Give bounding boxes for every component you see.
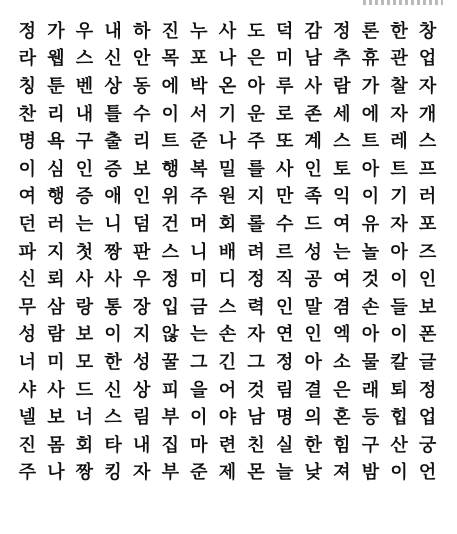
letter-cell: 력 [247, 296, 265, 318]
letter-cell: 한 [104, 351, 122, 373]
letter-cell: 르 [275, 241, 294, 263]
letter-cell: 아 [247, 75, 265, 97]
word-search-grid [13, 18, 445, 487]
letter-cell: 지 [47, 241, 65, 263]
letter-cell: 이 [104, 324, 122, 346]
letter-cell: 이 [161, 103, 179, 125]
letter-cell: 는 [333, 241, 351, 263]
letter-cell: 혼 [333, 407, 351, 429]
letter-cell: 칼 [390, 351, 408, 373]
letter-cell: 손 [361, 296, 380, 318]
letter-cell: 만 [275, 186, 294, 208]
letter-cell: 원 [218, 186, 237, 208]
letter-cell: 트 [161, 131, 179, 153]
letter-cell: 보 [75, 324, 94, 346]
letter-cell: 어 [218, 379, 237, 401]
letter-cell: 신 [104, 379, 122, 401]
letter-cell: 사 [47, 379, 65, 401]
letter-cell: 준 [190, 131, 208, 153]
letter-cell: 결 [304, 379, 322, 401]
letter-cell: 계 [304, 131, 322, 153]
letter-cell: 정 [418, 379, 437, 401]
letter-cell: 스 [104, 407, 122, 429]
letter-cell: 마 [190, 434, 208, 456]
letter-cell: 힙 [390, 407, 408, 429]
letter-cell: 친 [247, 434, 265, 456]
letter-cell: 려 [247, 241, 265, 263]
letter-cell: 명 [275, 407, 294, 429]
letter-cell: 수 [275, 213, 294, 235]
letter-cell: 신 [104, 48, 122, 70]
letter-cell: 장 [132, 296, 151, 318]
letter-cell: 니 [104, 213, 122, 235]
letter-cell: 복 [190, 158, 208, 180]
letter-cell: 모 [75, 351, 94, 373]
letter-cell: 궁 [418, 434, 437, 456]
letter-cell: 주 [18, 462, 36, 484]
letter-cell: 아 [361, 158, 380, 180]
letter-cell: 정 [333, 20, 351, 42]
letter-cell: 던 [18, 213, 36, 235]
letter-cell: 한 [390, 20, 408, 42]
letter-cell: 성 [304, 241, 322, 263]
letter-cell: 집 [161, 434, 179, 456]
letter-cell: 행 [161, 158, 179, 180]
letter-cell: 로 [275, 103, 294, 125]
top-edge-strip [0, 0, 457, 7]
letter-cell: 금 [190, 296, 208, 318]
letter-cell: 물 [361, 351, 380, 373]
letter-cell: 세 [333, 103, 351, 125]
letter-cell: 내 [75, 103, 94, 125]
letter-cell: 연 [275, 324, 294, 346]
letter-cell: 직 [275, 269, 294, 291]
letter-cell: 증 [104, 158, 122, 180]
letter-cell: 론 [361, 20, 380, 42]
letter-cell: 구 [75, 131, 94, 153]
letter-cell: 칭 [18, 75, 36, 97]
letter-cell: 관 [390, 48, 408, 70]
letter-cell: 회 [218, 213, 237, 235]
letter-cell: 애 [104, 186, 122, 208]
letter-cell: 손 [218, 324, 237, 346]
letter-cell: 이 [361, 186, 380, 208]
letter-cell: 준 [190, 462, 208, 484]
letter-cell: 리 [47, 103, 65, 125]
letter-cell: 여 [333, 269, 351, 291]
letter-cell: 것 [361, 269, 380, 291]
letter-cell: 의 [304, 407, 322, 429]
letter-cell: 루 [275, 75, 294, 97]
letter-cell: 그 [247, 351, 265, 373]
letter-cell: 벤 [75, 75, 94, 97]
letter-cell: 랑 [75, 296, 94, 318]
letter-cell: 킹 [104, 462, 122, 484]
status-bar-remnant [363, 0, 443, 5]
letter-cell: 인 [275, 296, 294, 318]
letter-cell: 주 [247, 131, 265, 153]
letter-cell: 몬 [247, 462, 265, 484]
letter-cell: 트 [390, 158, 408, 180]
letter-cell: 포 [418, 213, 437, 235]
letter-cell: 프 [418, 158, 437, 180]
letter-cell: 사 [275, 158, 294, 180]
letter-cell: 야 [218, 407, 237, 429]
letter-cell: 인 [304, 324, 322, 346]
letter-cell: 밀 [218, 158, 237, 180]
letter-cell: 람 [47, 324, 65, 346]
letter-cell: 아 [390, 241, 408, 263]
letter-cell: 실 [275, 434, 294, 456]
letter-cell: 놀 [361, 241, 380, 263]
letter-cell: 밤 [361, 462, 380, 484]
letter-cell: 운 [247, 103, 265, 125]
letter-cell: 사 [218, 20, 237, 42]
letter-cell: 러 [418, 186, 437, 208]
letter-cell: 입 [161, 296, 179, 318]
letter-cell: 림 [132, 407, 151, 429]
letter-cell: 남 [247, 407, 265, 429]
letter-cell: 스 [75, 48, 94, 70]
letter-cell: 그 [190, 351, 208, 373]
letter-cell: 기 [390, 186, 408, 208]
letter-cell: 사 [304, 75, 322, 97]
letter-cell: 머 [190, 213, 208, 235]
letter-cell: 파 [18, 241, 36, 263]
letter-cell: 찬 [18, 103, 36, 125]
letter-cell: 를 [247, 158, 265, 180]
letter-cell: 신 [18, 269, 36, 291]
letter-cell: 진 [18, 434, 36, 456]
letter-cell: 긴 [218, 351, 237, 373]
letter-cell: 가 [47, 20, 65, 42]
letter-cell: 엑 [333, 324, 351, 346]
letter-cell: 수 [132, 103, 151, 125]
letter-cell: 족 [304, 186, 322, 208]
letter-cell: 우 [132, 269, 151, 291]
letter-cell: 통 [104, 296, 122, 318]
letter-cell: 몸 [47, 434, 65, 456]
letter-cell: 않 [161, 324, 179, 346]
letter-cell: 미 [190, 269, 208, 291]
letter-cell: 우 [75, 20, 94, 42]
letter-cell: 힘 [333, 434, 351, 456]
letter-cell: 안 [132, 48, 151, 70]
letter-cell: 말 [304, 296, 322, 318]
letter-cell: 업 [418, 48, 437, 70]
letter-cell: 래 [361, 379, 380, 401]
letter-cell: 뢰 [47, 269, 65, 291]
letter-cell: 늘 [275, 462, 294, 484]
letter-cell: 는 [75, 213, 94, 235]
letter-cell: 도 [247, 20, 265, 42]
letter-cell: 을 [190, 379, 208, 401]
letter-cell: 은 [247, 48, 265, 70]
letter-cell: 련 [218, 434, 237, 456]
letter-cell: 는 [190, 324, 208, 346]
letter-cell: 스 [218, 296, 237, 318]
letter-cell: 리 [132, 131, 151, 153]
letter-cell: 틀 [104, 103, 122, 125]
letter-cell: 보 [132, 158, 151, 180]
letter-cell: 행 [47, 186, 65, 208]
letter-cell: 레 [390, 131, 408, 153]
letter-cell: 퇴 [390, 379, 408, 401]
letter-cell: 자 [390, 103, 408, 125]
letter-cell: 덤 [132, 213, 151, 235]
letter-cell: 증 [75, 186, 94, 208]
letter-cell: 디 [218, 269, 237, 291]
letter-cell: 이 [190, 407, 208, 429]
letter-cell: 에 [161, 75, 179, 97]
letter-cell: 툰 [47, 75, 65, 97]
letter-cell: 명 [18, 131, 36, 153]
letter-cell: 인 [418, 269, 437, 291]
letter-cell: 위 [161, 186, 179, 208]
letter-cell: 이 [390, 324, 408, 346]
letter-cell: 감 [304, 20, 322, 42]
letter-cell: 성 [18, 324, 36, 346]
letter-cell: 진 [161, 20, 179, 42]
letter-cell: 스 [333, 131, 351, 153]
letter-cell: 인 [304, 158, 322, 180]
letter-cell: 창 [418, 20, 437, 42]
letter-cell: 등 [361, 407, 380, 429]
letter-cell: 미 [275, 48, 294, 70]
letter-cell: 나 [47, 462, 65, 484]
letter-cell: 인 [75, 158, 94, 180]
letter-cell: 하 [132, 20, 151, 42]
letter-cell: 토 [333, 158, 351, 180]
letter-cell: 여 [333, 213, 351, 235]
letter-cell: 구 [361, 434, 380, 456]
letter-cell: 덕 [275, 20, 294, 42]
letter-cell: 러 [47, 213, 65, 235]
letter-cell: 샤 [18, 379, 36, 401]
letter-cell: 내 [104, 20, 122, 42]
letter-cell: 부 [161, 462, 179, 484]
letter-cell: 글 [418, 351, 437, 373]
letter-cell: 정 [18, 20, 36, 42]
letter-cell: 제 [218, 462, 237, 484]
letter-cell: 추 [333, 48, 351, 70]
letter-cell: 소 [333, 351, 351, 373]
letter-cell: 스 [161, 241, 179, 263]
letter-cell: 사 [75, 269, 94, 291]
letter-cell: 낮 [304, 462, 322, 484]
letter-cell: 너 [75, 407, 94, 429]
letter-cell: 포 [190, 48, 208, 70]
letter-cell: 산 [390, 434, 408, 456]
letter-cell: 짱 [75, 462, 94, 484]
letter-cell: 트 [361, 131, 380, 153]
letter-cell: 아 [304, 351, 322, 373]
letter-cell: 건 [161, 213, 179, 235]
letter-cell: 지 [247, 186, 265, 208]
letter-cell: 상 [104, 75, 122, 97]
letter-cell: 남 [304, 48, 322, 70]
letter-cell: 존 [304, 103, 322, 125]
letter-cell: 심 [47, 158, 65, 180]
letter-cell: 자 [418, 75, 437, 97]
letter-cell: 드 [304, 213, 322, 235]
letter-cell: 온 [218, 75, 237, 97]
letter-cell: 피 [161, 379, 179, 401]
letter-cell: 보 [47, 407, 65, 429]
letter-cell: 에 [361, 103, 380, 125]
letter-cell: 너 [18, 351, 36, 373]
letter-cell: 아 [361, 324, 380, 346]
letter-cell: 보 [418, 296, 437, 318]
letter-cell: 타 [104, 434, 122, 456]
letter-cell: 져 [333, 462, 351, 484]
letter-cell: 삼 [47, 296, 65, 318]
letter-cell: 짱 [104, 241, 122, 263]
letter-cell: 출 [104, 131, 122, 153]
letter-cell: 익 [333, 186, 351, 208]
letter-cell: 나 [218, 131, 237, 153]
letter-cell: 인 [132, 186, 151, 208]
letter-cell: 것 [247, 379, 265, 401]
letter-cell: 미 [47, 351, 65, 373]
letter-cell: 부 [161, 407, 179, 429]
letter-cell: 이 [18, 158, 36, 180]
letter-cell: 웹 [47, 48, 65, 70]
letter-cell: 롤 [247, 213, 265, 235]
letter-cell: 스 [418, 131, 437, 153]
letter-cell: 찰 [390, 75, 408, 97]
letter-cell: 누 [190, 20, 208, 42]
letter-cell: 나 [218, 48, 237, 70]
letter-cell: 가 [361, 75, 380, 97]
letter-cell: 업 [418, 407, 437, 429]
letter-cell: 목 [161, 48, 179, 70]
letter-cell: 넬 [18, 407, 36, 429]
letter-cell: 욕 [47, 131, 65, 153]
letter-cell: 한 [304, 434, 322, 456]
letter-cell: 배 [218, 241, 237, 263]
letter-cell: 내 [132, 434, 151, 456]
letter-cell: 판 [132, 241, 151, 263]
letter-cell: 사 [104, 269, 122, 291]
letter-cell: 첫 [75, 241, 94, 263]
letter-cell: 드 [75, 379, 94, 401]
letter-cell: 니 [190, 241, 208, 263]
letter-cell: 무 [18, 296, 36, 318]
letter-cell: 상 [132, 379, 151, 401]
letter-cell: 람 [333, 75, 351, 97]
letter-cell: 정 [161, 269, 179, 291]
letter-cell: 주 [190, 186, 208, 208]
letter-cell: 폰 [418, 324, 437, 346]
letter-cell: 기 [218, 103, 237, 125]
letter-cell: 휴 [361, 48, 380, 70]
letter-cell: 정 [247, 269, 265, 291]
letter-cell: 자 [390, 213, 408, 235]
letter-cell: 여 [18, 186, 36, 208]
letter-cell: 라 [18, 48, 36, 70]
letter-cell: 정 [275, 351, 294, 373]
letter-cell: 언 [418, 462, 437, 484]
letter-cell: 동 [132, 75, 151, 97]
letter-cell: 겸 [333, 296, 351, 318]
letter-cell: 박 [190, 75, 208, 97]
letter-cell: 이 [390, 462, 408, 484]
letter-cell: 지 [132, 324, 151, 346]
letter-cell: 자 [132, 462, 151, 484]
letter-cell: 자 [247, 324, 265, 346]
letter-cell: 서 [190, 103, 208, 125]
letter-cell: 공 [304, 269, 322, 291]
letter-cell: 들 [390, 296, 408, 318]
letter-cell: 즈 [418, 241, 437, 263]
letter-cell: 또 [275, 131, 294, 153]
letter-cell: 은 [333, 379, 351, 401]
letter-cell: 꿀 [161, 351, 179, 373]
letter-cell: 림 [275, 379, 294, 401]
letter-cell: 개 [418, 103, 437, 125]
letter-cell: 성 [132, 351, 151, 373]
letter-cell: 이 [390, 269, 408, 291]
letter-cell: 회 [75, 434, 94, 456]
letter-cell: 유 [361, 213, 380, 235]
